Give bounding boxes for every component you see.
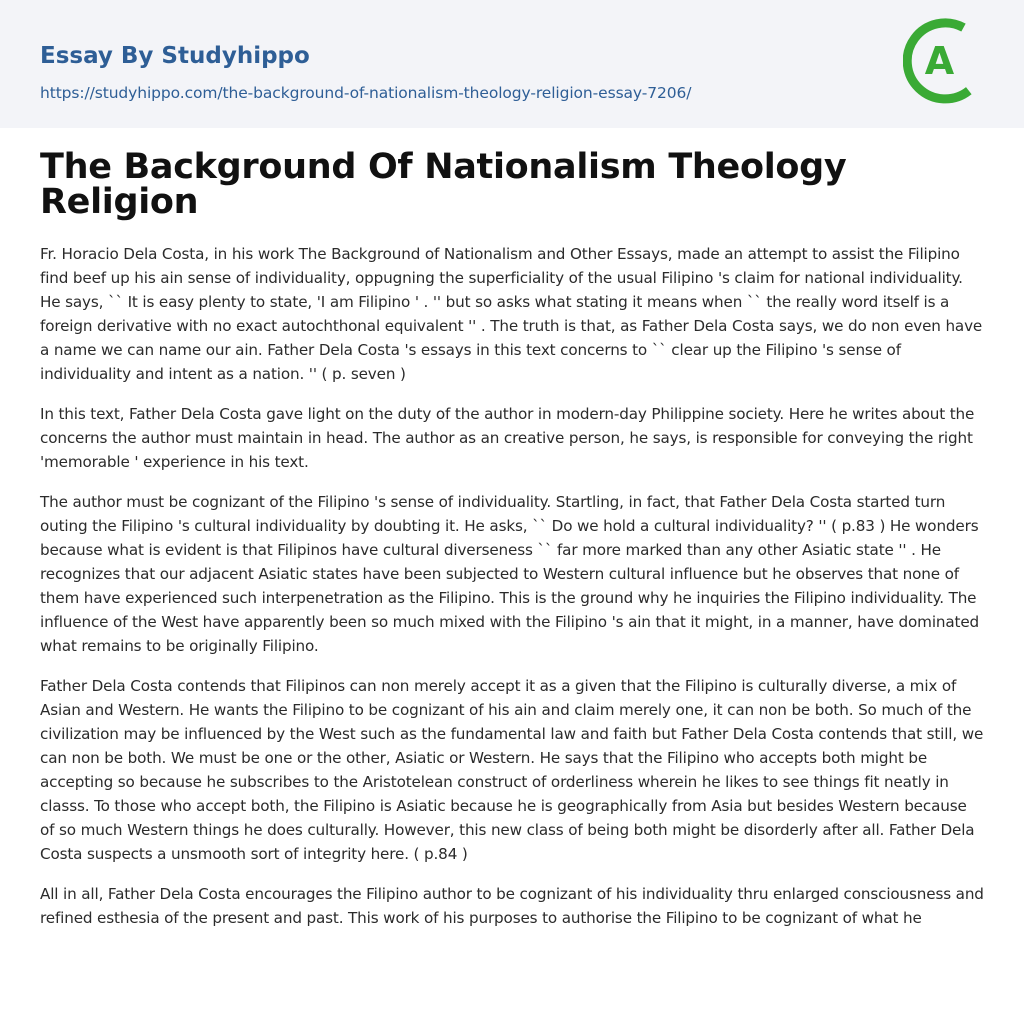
article bbox=[0, 128, 1024, 930]
article-paragraph: Father Dela Costa contends that Filipinos can non merely accept it as a given that the Filipino is culturally diverse, a mix of Asian and Western. He wants the Filipino to be cognizant of his ain and claim merely one, it can non be both. So much of the civilization may be influenced by the West such as the fundamental law and faith but Father Dela Costa contends that still, we can non be both. We must be one or the other, Asiatic or Western. He says that the Filipino who accepts both might be accepting so because he subscribes to the Aristotelean construct of orderliness wherein he likes to see things fit neatly in classs. To those who accept both, the Filipino is Asiatic because he is geographically from Asia but besides Western because of so much Western things he does culturally. However, this new class of being both might be disorderly after all. Father Dela Costa suspects a unsmooth sort of integrity here. ( p.84 ) bbox=[40, 677, 984, 863]
page-title: The Background Of Nationalism Theology Religion bbox=[40, 147, 847, 222]
article-paragraph: The author must be cognizant of the Filipino 's sense of individuality. Startling, in fact, that Father Dela Costa started turn outing the Filipino 's cultural individuality by doubting it. He asks, `` Do we hold a cultural individuality? '' ( p.83 ) He wonders because what is evident is that Filipinos have cultural diverseness `` far more marked than any other Asiatic state '' . He recognizes that our adjacent Asiatic states have been subjected to Western cultural influence but he observes that none of them have experienced such interpenetration as the Filipino. This is the ground why he inquiries the Filipino individuality. The influence of the West have apparently been so much mixed with the Filipino 's ain that it might, in a manner, have dominated what remains to be originally Filipino. bbox=[40, 493, 980, 655]
article-paragraph: In this text, Father Dela Costa gave light on the duty of the author in modern-day Philippine society. Here he writes about the concerns the author must maintain in head. The author as an creative person, he says, is responsible for conveying the right 'memorable ' experience in his text. bbox=[40, 405, 975, 471]
article-paragraph: All in all, Father Dela Costa encourages the Filipino author to be cognizant of his individuality thru enlarged consciousness and refined esthesia of the present and past. This work of his purposes to authorise the Filipino to be cognizant of what he bbox=[40, 885, 984, 927]
site-header bbox=[0, 0, 1024, 128]
source-url-link[interactable]: https://studyhippo.com/the-background-of-nationalism-theology-religion-essay-7206/ bbox=[40, 84, 692, 102]
studyhippo-logo-icon[interactable] bbox=[903, 18, 989, 104]
logo-letter: A bbox=[924, 39, 955, 83]
site-brand[interactable]: Essay By Studyhippo bbox=[40, 43, 310, 69]
article-paragraph: Fr. Horacio Dela Costa, in his work The Background of Nationalism and Other Essays, made an attempt to assist the Filipino find beef up his ain sense of individuality, oppugning the superficiality of the usual Filipino 's claim for national individuality. He says, `` It is easy plenty to state, 'I am Filipino ' . '' but so asks what stating it means when `` the really word itself is a foreign derivative with no exact autochthonal equivalent '' . The truth is that, as Father Dela Costa says, we do non even have a name we can name our ain. Father Dela Costa 's essays in this text concerns to `` clear up the Filipino 's sense of individuality and intent as a nation. '' ( p. seven ) bbox=[40, 245, 983, 383]
